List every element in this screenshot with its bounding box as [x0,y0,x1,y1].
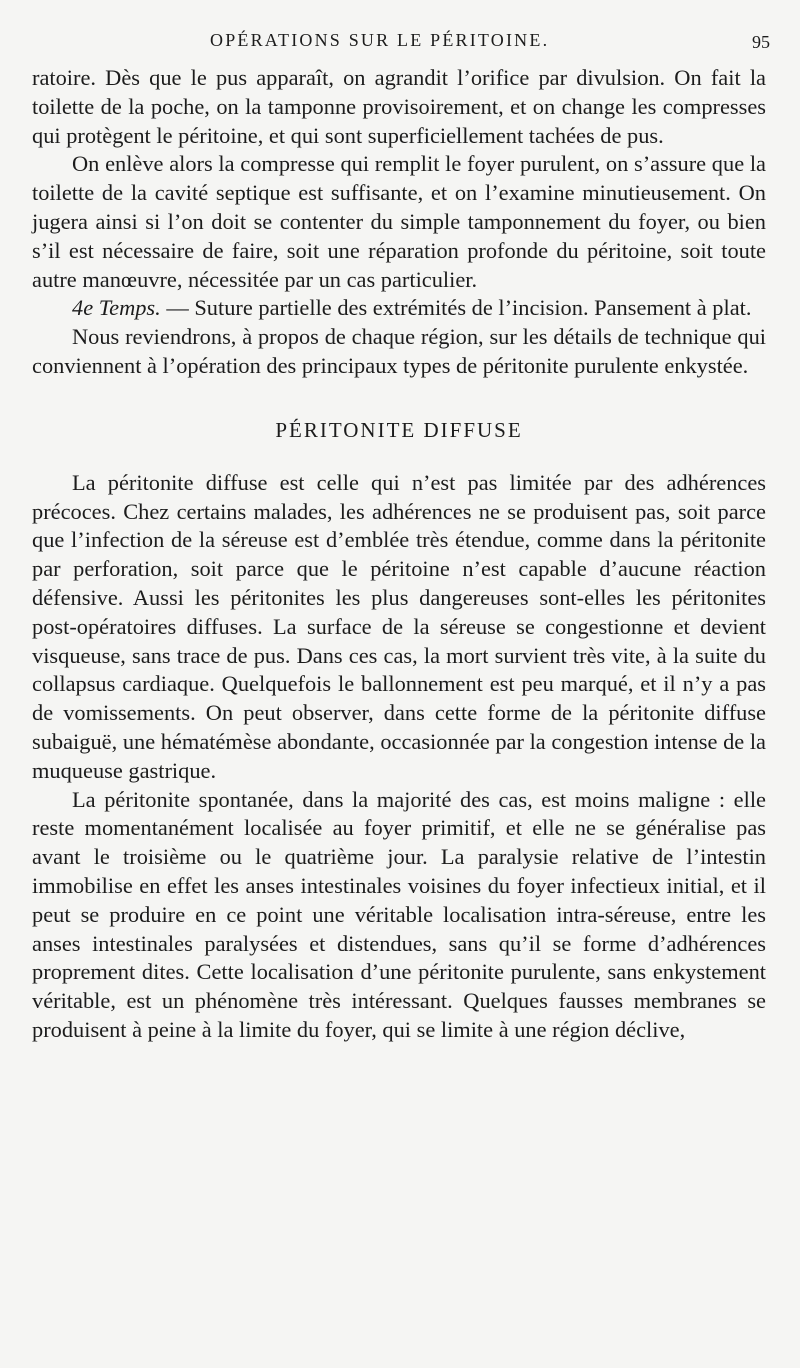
section-title: PÉRITONITE DIFFUSE [275,417,523,442]
paragraph-examination: On enlève alors la compresse qui remplit le foyer purulent, on s’assure que la toilette de la cavité septique est suffisante, et on l’examine minutieusement. On jugera ainsi si l’on doit se contenter du simple tamponnement du foyer, ou bien s’il est nécessaire de faire, soit une réparation profonde du péritoine, soit toute autre manœuvre, nécessitée par un cas particulier. [32,151,766,292]
step-label: 4e Temps. [72,295,161,321]
running-title: OPÉRATIONS SUR LE PÉRITOINE. [210,30,550,50]
paragraph-spontaneous: La péritonite spontanée, dans la majorité des cas, est moins maligne : elle reste momentanément localisée au foyer primitif, et elle ne se généralise pas avant le troisième ou le quatrième jour. La paralysie relative de l’intestin immobilise en effet les anses intestinales voisines du foyer infectieux initial, et il peut se produire en ce point une véritable localisation intra-séreuse, entre les anses intestinales paralysées et distendues, sans qu’il se forme d’adhérences proprement dites. Cette localisation d’une péritonite purulente, sans enkystement véritable, est un phénomène très intéressant. Quelques fausses membranes se produisent à peine à la limite du foyer, qui se limite à une région déclive, [32,786,766,1042]
step-text: — Suture partielle des extrémités de l’incision. Pansement à plat. [160,295,752,321]
paragraph-diffuse-definition: La péritonite diffuse est celle qui n’est pas limitée par des adhérences précoces. Chez certains malades, les adhérences ne se produisent pas, soit parce que l’infection de la séreuse est d’emblée très étendue, comme dans la péritonite par perforation, soit parce que le péritoine n’est capable d’aucune réaction défensive. Aussi les péritonites les plus dangereuses sont-elles les péritonites post-opératoires diffuses. La surface de la séreuse se congestionne et devient visqueuse, sans trace de pus. Dans ces cas, la mort survient très vite, à la suite du collapsus cardiaque. Quelquefois le ballonnement est peu marqué, et il n’y a pas de vomissements. On peut observer, dans cette forme de la péritonite diffuse subaiguë, une hématémèse abondante, occasionnée par la congestion intense de la muqueuse gastrique. [32,469,766,783]
body-text [32,64,766,1045]
running-head [0,30,800,60]
paragraph-fourth-step [32,294,766,323]
paragraph-continued: ratoire. Dès que le pus apparaît, on agrandit l’orifice par divulsion. On fait la toilette de la poche, on la tamponne provisoirement, et on change les compresses qui protègent le péritoine, et qui sont superficiellement tachées de pus. [32,65,766,148]
page-number: 95 [752,32,770,52]
paragraph-regions: Nous reviendrons, à propos de chaque région, sur les détails de technique qui conviennent à l’opération des principaux types de péritonite purulente enkystée. [32,324,766,378]
